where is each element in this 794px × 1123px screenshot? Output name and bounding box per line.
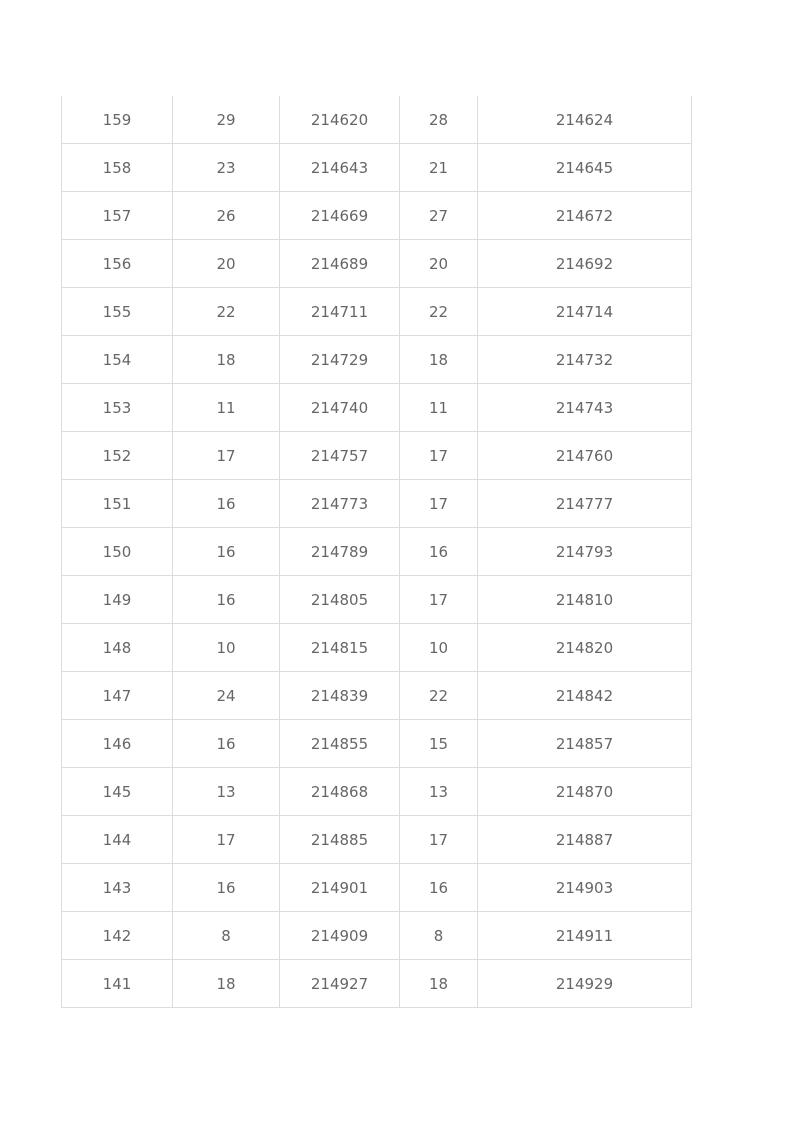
table-row (62, 768, 692, 816)
table-row (62, 384, 692, 432)
table-cell: 150 (62, 528, 173, 576)
table-cell: 214732 (478, 336, 692, 384)
table-row (62, 96, 692, 144)
table-cell: 15 (400, 720, 478, 768)
table-cell: 156 (62, 240, 173, 288)
table-row (62, 432, 692, 480)
table-cell: 214740 (280, 384, 400, 432)
table-cell: 23 (173, 144, 280, 192)
table-cell: 155 (62, 288, 173, 336)
table-row (62, 528, 692, 576)
table-cell: 214624 (478, 96, 692, 144)
table-row (62, 672, 692, 720)
table-cell: 214729 (280, 336, 400, 384)
table-cell: 214887 (478, 816, 692, 864)
table-row (62, 240, 692, 288)
table-cell: 28 (400, 96, 478, 144)
table-cell: 158 (62, 144, 173, 192)
table-cell: 16 (173, 528, 280, 576)
table-cell: 214689 (280, 240, 400, 288)
table-cell: 214805 (280, 576, 400, 624)
table-cell: 214909 (280, 912, 400, 960)
table-cell: 16 (173, 720, 280, 768)
table-cell: 214711 (280, 288, 400, 336)
table-cell: 21 (400, 144, 478, 192)
table-cell: 20 (173, 240, 280, 288)
table-cell: 149 (62, 576, 173, 624)
table-row (62, 336, 692, 384)
table-cell: 17 (400, 576, 478, 624)
table-cell: 18 (173, 336, 280, 384)
table-cell: 214645 (478, 144, 692, 192)
table-cell: 16 (400, 864, 478, 912)
table-cell: 152 (62, 432, 173, 480)
table-body (62, 96, 692, 1008)
table-cell: 214810 (478, 576, 692, 624)
table-cell: 22 (400, 288, 478, 336)
score-table (61, 96, 692, 1008)
table-cell: 214870 (478, 768, 692, 816)
table-cell: 148 (62, 624, 173, 672)
table-cell: 142 (62, 912, 173, 960)
table-cell: 214714 (478, 288, 692, 336)
table-cell: 143 (62, 864, 173, 912)
table-cell: 214773 (280, 480, 400, 528)
table-cell: 22 (173, 288, 280, 336)
table-cell: 13 (173, 768, 280, 816)
table-cell: 214857 (478, 720, 692, 768)
table-cell: 13 (400, 768, 478, 816)
table-cell: 214743 (478, 384, 692, 432)
table-cell: 214903 (478, 864, 692, 912)
table-cell: 153 (62, 384, 173, 432)
table-cell: 18 (400, 336, 478, 384)
table-cell: 159 (62, 96, 173, 144)
table-cell: 147 (62, 672, 173, 720)
table-cell: 17 (400, 432, 478, 480)
table-cell: 214885 (280, 816, 400, 864)
table-cell: 214777 (478, 480, 692, 528)
table-cell: 214868 (280, 768, 400, 816)
table-cell: 214789 (280, 528, 400, 576)
table-cell: 214911 (478, 912, 692, 960)
table-cell: 26 (173, 192, 280, 240)
table-cell: 22 (400, 672, 478, 720)
table-cell: 151 (62, 480, 173, 528)
table-cell: 157 (62, 192, 173, 240)
table-row (62, 720, 692, 768)
table-cell: 214927 (280, 960, 400, 1008)
table-cell: 17 (173, 432, 280, 480)
table-cell: 214820 (478, 624, 692, 672)
table-cell: 18 (400, 960, 478, 1008)
table-cell: 18 (173, 960, 280, 1008)
table-cell: 17 (173, 816, 280, 864)
table-cell: 16 (173, 480, 280, 528)
table-row (62, 192, 692, 240)
table-cell: 27 (400, 192, 478, 240)
table-cell: 214793 (478, 528, 692, 576)
table-cell: 214929 (478, 960, 692, 1008)
table-cell: 214669 (280, 192, 400, 240)
table-cell: 141 (62, 960, 173, 1008)
table-cell: 214815 (280, 624, 400, 672)
table-cell: 144 (62, 816, 173, 864)
table-cell: 214692 (478, 240, 692, 288)
table-cell: 214855 (280, 720, 400, 768)
table-cell: 8 (400, 912, 478, 960)
table-cell: 214620 (280, 96, 400, 144)
table-cell: 16 (173, 576, 280, 624)
table-cell: 11 (400, 384, 478, 432)
table-row (62, 288, 692, 336)
table-cell: 214901 (280, 864, 400, 912)
table-cell: 145 (62, 768, 173, 816)
table-row (62, 912, 692, 960)
table-row (62, 960, 692, 1008)
table-cell: 214842 (478, 672, 692, 720)
table-cell: 20 (400, 240, 478, 288)
table-cell: 146 (62, 720, 173, 768)
table-cell: 214839 (280, 672, 400, 720)
table-cell: 10 (400, 624, 478, 672)
table-cell: 17 (400, 480, 478, 528)
table-row (62, 480, 692, 528)
table-cell: 214643 (280, 144, 400, 192)
table-cell: 154 (62, 336, 173, 384)
table-cell: 214672 (478, 192, 692, 240)
table-cell: 11 (173, 384, 280, 432)
table-cell: 24 (173, 672, 280, 720)
table-row (62, 864, 692, 912)
table-row (62, 576, 692, 624)
table-cell: 17 (400, 816, 478, 864)
table-row (62, 144, 692, 192)
table-cell: 16 (400, 528, 478, 576)
table-cell: 214757 (280, 432, 400, 480)
table-cell: 29 (173, 96, 280, 144)
table-cell: 8 (173, 912, 280, 960)
table-row (62, 624, 692, 672)
table-row (62, 816, 692, 864)
table-cell: 16 (173, 864, 280, 912)
table-cell: 10 (173, 624, 280, 672)
table-cell: 214760 (478, 432, 692, 480)
